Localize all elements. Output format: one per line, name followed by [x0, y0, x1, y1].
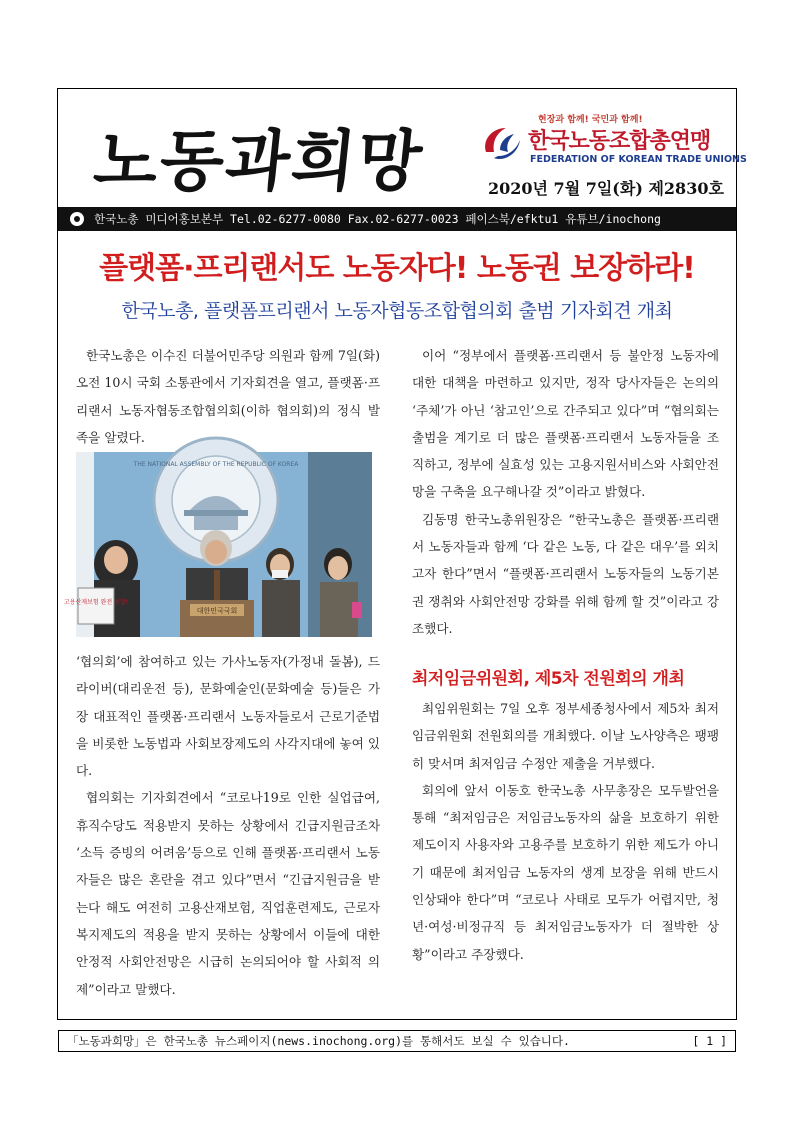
paragraph: 김동명 한국노총위원장은 “한국노총은 플랫폼·프리랜서 노동자들과 함께 ‘다 같은 노동, 다 같은 대우’를 외치고자 한다”면서 “플랫폼·프리랜서 노동자들의 노동기본권 쟁취와 사회안전망 강화를 위해 함께 할 것”이라고 강조했다. [412, 511, 719, 636]
podium-text: 대한민국국회 [196, 607, 238, 615]
sign-text: 고용산재보험 완전 보장! [63, 599, 129, 606]
paragraph: ‘협의회’에 참여하고 있는 가사노동자(가정내 돌봄), 드라이버(대리운전 등), 문화예술인(문화예술 등)들은 가장 대표적인 플랫폼·프리랜서 노동자들로서 근로기준법을 비롯한 노동법과 사회보장제도의 사각지대에 놓여 있다. [76, 654, 380, 779]
contact-bar [58, 207, 736, 231]
photo-illustration [63, 452, 372, 637]
page-number: [ 1 ] [692, 1034, 727, 1048]
article-column-right-bottom [412, 695, 719, 968]
footer [58, 1030, 736, 1052]
contact-text: 한국노총 미디어홍보본부 Tel.02-6277-0080 Fax.02-6277-0023 페이스북/efktu1 유튜브/inochong [94, 212, 661, 226]
subheadline: 한국노총, 플랫폼프리랜서 노동자협동조합협의회 출범 기자회견 개최 [121, 300, 673, 322]
article-column-left-top [76, 342, 380, 451]
org-name-en: FEDERATION OF KOREAN TRADE UNIONS [530, 154, 747, 165]
masthead-title: 노동과희망 [90, 122, 428, 200]
paragraph: 최임위원회는 7일 오후 정부세종청사에서 제5차 최저임금위원회 전원회의를 개최했다. 이날 노사양측은 팽팽히 맞서며 최저임금 수정안 제출을 거부했다. [412, 701, 719, 771]
section-title-minimum-wage: 최저임금위원회, 제5차 전원회의 개최 [412, 669, 685, 689]
org-name: 한국노동조합총연맹 [528, 129, 711, 154]
union-emblem-icon [478, 122, 526, 166]
paragraph: 회의에 앞서 이동호 한국노총 사무총장은 모두발언을 통해 “최저임금은 저임금노동자의 삶을 보호하기 위한 제도이지 사용자와 고용주를 보호하기 위한 제도가 아니기 때문에 최저임금 노동자의 생계 보장을 위해 반드시 인상돼야 한다”며 “코로나 사태로 모두가 어렵지만, 청년·여성·비정규직 등 최저임금노동자가 더 절박한 상황”이라고 주장했다. [412, 782, 719, 962]
org-slogan: 현장과 함께! 국민과 함께! [538, 115, 643, 125]
article-column-right-top [412, 342, 719, 642]
footer-text: 「노동과희망」은 한국노총 뉴스페이지(news.inochong.org)를 통해서도 보실 수 있습니다. [67, 1034, 570, 1048]
article-column-left-bottom [76, 648, 380, 1003]
headline: 플랫폼·프리랜서도 노동자다! 노동권 보장하라! [99, 251, 695, 286]
issue-date: 2020년 7월 7일(화) 제2830호 [488, 179, 724, 198]
paragraph: 이어 “정부에서 플랫폼·프리랜서 등 불안정 노동자에 대한 대책을 마련하고 있지만, 정작 당사자들은 논의의 ‘주체’가 아닌 ‘참고인’으로 간주되고 있다”며 “협의회는 출범을 계기로 더 많은 플랫폼·프리랜서 노동자들을 조직하고, 정부에 실효성 있는 고용지원서비스와 사회안전망을 구축을 요구해나갈 것”이라고 밝혔다. [412, 348, 719, 500]
org-logo [476, 112, 747, 172]
paragraph: 한국노총은 이수진 더불어민주당 의원과 함께 7일(화) 오전 10시 국회 소통관에서 기자회견을 열고, 플랫폼·프리랜서 노동자협동조합협의회(이하 협의회)의 정식 발족을 알렸다. [76, 348, 380, 445]
press-conference-photo [63, 452, 372, 637]
seal-text: THE NATIONAL ASSEMBLY OF THE REPUBLIC OF KOREA [133, 461, 299, 468]
paragraph: 협의회는 기자회견에서 “코로나19로 인한 실업급여, 휴직수당도 적용받지 못하는 상황에서 긴급지원금조차 ‘소득 증빙의 어려움’등으로 인해 플랫폼·프리랜서 노동자들은 많은 혼란을 겪고 있다”면서 “긴급지원금을 받는다 해도 여전히 고용산재보험, 직업훈련제도, 근로자복지제도의 적용을 받지 못하는 상황에서 이들에 대한 안정적 사회안전망은 시급히 논의되어야 할 사회적 의제”이라고 말했다. [76, 790, 380, 997]
bullet-icon [70, 212, 84, 226]
